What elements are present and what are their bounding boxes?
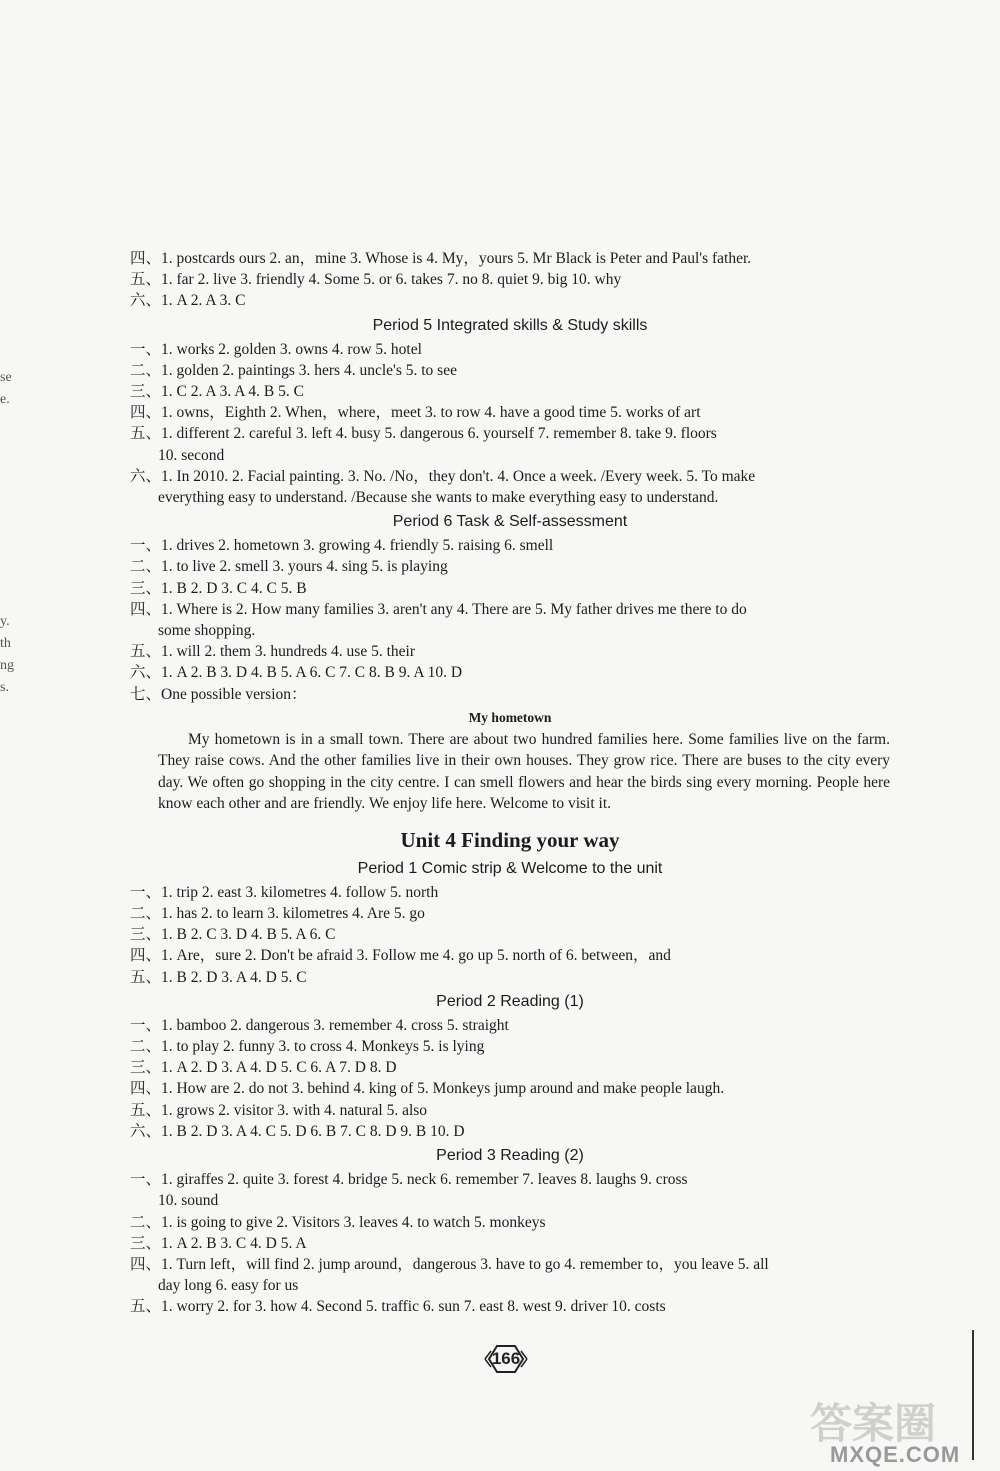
answer-line-continued: 10. second [158,446,225,464]
answer-line: 四、1. Turn left，will find 2. jump around，dangerous 3. have to go 4. remember to，you leave 5. all [130,1255,769,1273]
answer-line: 五、1. B 2. D 3. A 4. D 5. C [130,968,307,986]
answer-line: 六、1. A 2. B 3. D 4. B 5. A 6. C 7. C 8. B 9. A 10. D [130,664,463,682]
edge-fragment: ng [0,658,14,673]
answer-line: 二、1. is going to give 2. Visitors 3. leaves 4. to watch 5. monkeys [130,1213,546,1231]
answer-line: 一、1. works 2. golden 3. owns 4. row 5. hotel [130,340,422,358]
answer-line: 四、1. postcards ours 2. an，mine 3. Whose is 4. My，yours 5. Mr Black is Peter and Paul's father. [130,250,752,267]
answer-line-continued: some shopping. [158,622,256,640]
watermark-text: MXQE.COM [830,1442,961,1467]
answer-line: 五、1. different 2. careful 3. left 4. busy 5. dangerous 6. yourself 7. remember 8. take 9. floors [130,425,717,443]
answer-line: 六、1. A 2. A 3. C [130,292,246,310]
edge-fragment: y. [0,614,10,629]
period-heading: Period 1 Comic strip & Welcome to the unit [357,859,663,877]
answer-line: 二、1. has 2. to learn 3. kilometres 4. Are 5. go [130,905,425,923]
answer-line: 一、1. trip 2. east 3. kilometres 4. follow 5. north [130,883,439,901]
answer-line: 五、1. will 2. them 3. hundreds 4. use 5. their [130,643,415,661]
answer-line-continued: 10. sound [158,1192,219,1210]
essay-title: My hometown [468,709,552,725]
answer-line: 三、1. B 2. C 3. D 4. B 5. A 6. C [130,926,336,944]
answer-line: 四、1. Are，sure 2. Don't be afraid 3. Follow me 4. go up 5. north of 6. between，and [130,947,671,965]
period-heading: Period 5 Integrated skills & Study skills [372,316,648,334]
answer-line: 一、1. drives 2. hometown 3. growing 4. friendly 5. raising 6. smell [130,537,554,555]
answer-line: 七、One possible version： [130,685,307,703]
answer-line-continued: everything easy to understand. /Because she wants to make everything easy to understand. [158,489,719,507]
answer-line-continued: day long 6. easy for us [158,1277,299,1295]
page-number: 166 [491,1349,521,1368]
answer-line: 二、1. golden 2. paintings 3. hers 4. uncle's 5. to see [130,361,457,379]
unit-heading: Unit 4 Finding your way [400,827,620,852]
answer-line: 四、1. owns，Eighth 2. When，where，meet 3. to row 4. have a good time 5. works of art [130,404,701,422]
period-heading: Period 3 Reading (2) [436,1147,584,1165]
answer-line: 四、1. How are 2. do not 3. behind 4. king of 5. Monkeys jump around and make people laugh. [130,1080,725,1098]
page-number-badge [483,1342,529,1376]
answer-line: 三、1. A 2. B 3. C 4. D 5. A [130,1234,307,1252]
essay-paragraph: My hometown is in a small town. There are about two hundred families here. Some families live on the farm. They raise cows. And the other families live in their own houses. They grow rice. There are buses to the city every day. We often go shopping in the city centre. I can smell flowers and hear the birds sing every morning. People here know each other and are friendly. We enjoy life here. Welcome to visit it. [158,730,890,813]
answer-line: 三、1. A 2. D 3. A 4. D 5. C 6. A 7. D 8. D [130,1059,397,1077]
edge-fragment: s. [0,680,9,695]
answer-line: 五、1. far 2. live 3. friendly 4. Some 5. or 6. takes 7. no 8. quiet 9. big 10. why [130,271,622,289]
answer-line: 三、1. C 2. A 3. A 4. B 5. C [130,383,304,401]
answer-content [130,248,890,1318]
answer-line: 五、1. grows 2. visitor 3. with 4. natural 5. also [130,1101,428,1119]
answer-line: 二、1. to live 2. smell 3. yours 4. sing 5. is playing [130,558,448,576]
edge-fragment: e. [0,392,10,407]
answer-line: 四、1. Where is 2. How many families 3. aren't any 4. There are 5. My father drives me there to do [130,600,747,618]
watermark-glyphs: 答案圈 [810,1399,937,1448]
answer-line: 五、1. worry 2. for 3. how 4. Second 5. traffic 6. sun 7. east 8. west 9. driver 10. costs [130,1298,666,1316]
answer-line: 二、1. to play 2. funny 3. to cross 4. Monkeys 5. is lying [130,1038,485,1056]
edge-fragment: th [0,636,11,651]
period-heading: Period 6 Task & Self-assessment [392,513,628,531]
period-heading: Period 2 Reading (1) [436,992,584,1010]
edge-fragment: se [0,370,12,385]
answer-line: 三、1. B 2. D 3. C 4. C 5. B [130,579,307,597]
answer-line: 一、1. bamboo 2. dangerous 3. remember 4. cross 5. straight [130,1016,509,1034]
answer-line: 六、1. In 2010. 2. Facial painting. 3. No. /No，they don't. 4. Once a week. /Every week. 5. To make [130,467,756,485]
answer-line: 六、1. B 2. D 3. A 4. C 5. D 6. B 7. C 8. D 9. B 10. D [130,1122,465,1140]
answer-line: 一、1. giraffes 2. quite 3. forest 4. bridge 5. neck 6. remember 7. leaves 8. laughs 9. cross [130,1171,688,1189]
